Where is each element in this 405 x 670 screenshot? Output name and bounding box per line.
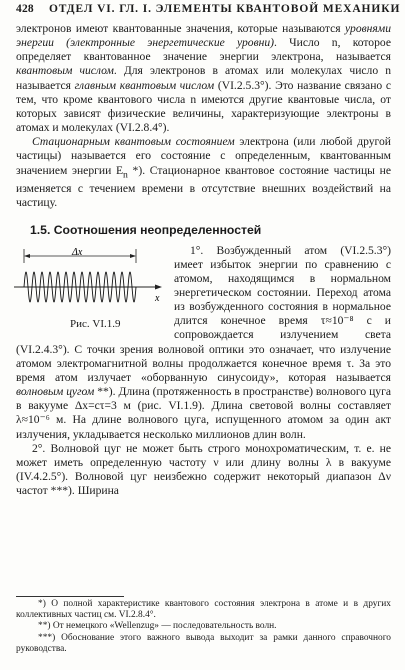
dx-arrow-right bbox=[130, 254, 136, 258]
figure-wave-train bbox=[14, 247, 166, 335]
figure-caption: Рис. VI.1.9 bbox=[70, 317, 121, 330]
paragraph-energy-levels: электронов имеют квантованные значения, которые называются уровнями энергии (электронные энергетические уровни). Число n, которое определяет квантованное значение энергии электрона, называется квантовым числом. Для электронов в атомах или молекулах число n называется главным квантовым числом (VI.2.5.3°). Это название связано с тем, что кроме квантового числа n имеются другие квантовые числа, от которых зависят физические величины, характеризующие электроны в атомах и молекулах (VI.2.8.4°). bbox=[16, 22, 392, 135]
page-number: 428 bbox=[16, 3, 34, 15]
x-axis-label: x bbox=[155, 292, 160, 304]
running-header bbox=[16, 3, 401, 15]
dx-label: Δx bbox=[72, 246, 83, 258]
section-heading: 1.5. Соотношения неопределенностей bbox=[30, 223, 262, 238]
footnotes bbox=[16, 596, 391, 655]
footnote-rule bbox=[16, 596, 124, 597]
paragraph-monochromatic: 2°. Волновой цуг не может быть строго монохроматическим, т. е. не может иметь определенную частоту ν или длину волны λ в вакууме (IV.4.2.5°). Волновой цуг неизбежно содержит некоторый диапазон Δν частот ***). Ширина bbox=[16, 441, 391, 498]
running-title: ОТДЕЛ VI. ГЛ. I. ЭЛЕМЕНТЫ КВАНТОВОЙ МЕХАНИКИ bbox=[48, 3, 401, 15]
footnote-1: *) О полной характеристике квантового состояния электрона в атоме и в других коллективных частиц см. VI.2.8.4°. bbox=[16, 599, 391, 621]
footnote-2: **) От немецкого «Wellenzug» — последовательность волн. bbox=[38, 621, 277, 632]
paragraph-stationary-state: Стационарным квантовым состоянием электрона (или любой другой частицы) называется его состояние с определенным, квантованным значением энергии $E_n$ *). Стационарное квантовое состояние частицы не изменяется с течением времени в отсутствие внешних воздействий на частицу. bbox=[16, 135, 391, 210]
x-axis-arrow bbox=[155, 284, 162, 289]
footnote-3: ***) Обоснование этого важного вывода выходит за рамки данного справочного руководства. bbox=[16, 632, 391, 654]
wave-train-diagram bbox=[14, 247, 166, 317]
dx-arrow-left bbox=[24, 254, 30, 258]
main-text bbox=[16, 22, 391, 498]
paragraph-wave-train: Δx x Рис. VI.1.9 1°. Возбужденный атом (VI.2.5.3°) имеет избыток энергии по сравнению с атомом, находящимся в нормальном энергетическом состоянии. Переход атома из возбужденного состояния в нормальное длится конечное время τ≈10⁻⁸ с и сопровождается излучением света (VI.2.4.3°). С точки зрения волновой оптики это означает, что излучение атомом электромагнитной волны продолжается конечное время τ. За это время атом излучает «оборванную синусоиду», которая называется волновым цугом **). Длина (протяженность в пространстве) волнового цуга в вакууме Δx=cτ=3 м (рис. VI.1.9). Длина световой волны составляет λ≈10⁻⁶ м. На длине волнового цуга, испущенного атомом за один акт излучения, укладывается несколько миллионов длин волн. bbox=[16, 243, 391, 441]
